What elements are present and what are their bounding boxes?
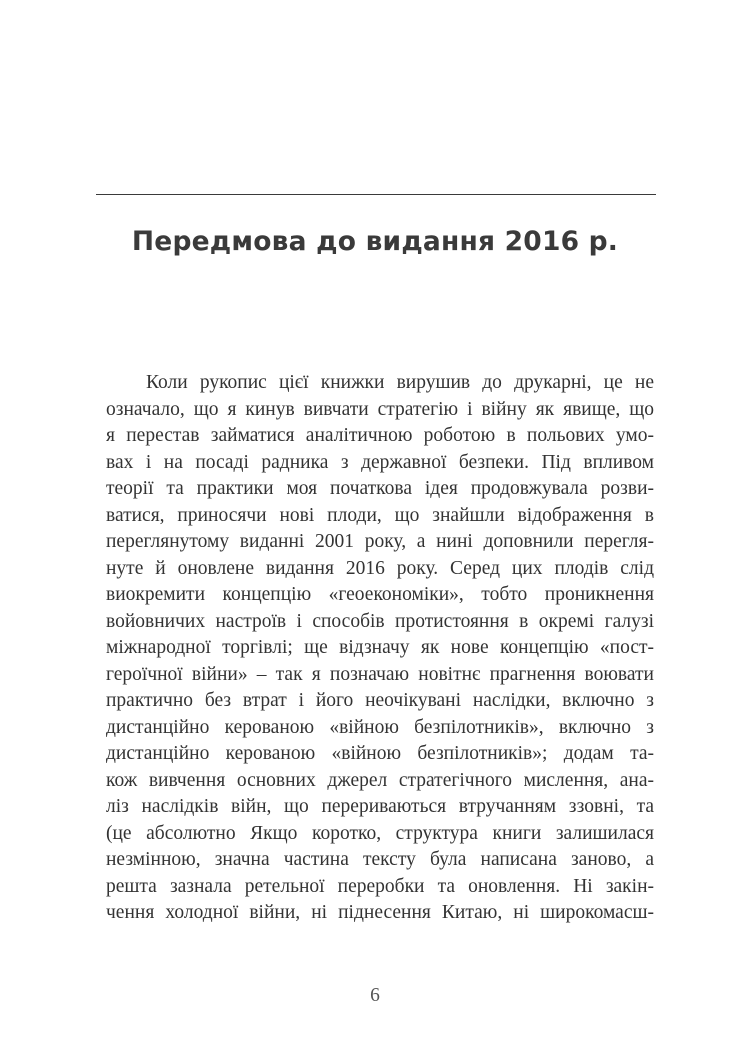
text-line: переглянутому виданні 2001 року, а нині доповнили перегля- xyxy=(106,531,654,552)
text-line: войовничих настроїв і способів протистояння в окремі галузі xyxy=(106,610,654,632)
text-line: я перестав займатися аналітичною роботою в польових умо- xyxy=(106,425,654,446)
text-line: міжнародної торгівлі; ще відзначу як нове концепцію «пост- xyxy=(106,637,654,658)
text-line: ліз наслідків війн, що перериваються втручанням ззовні, та xyxy=(106,796,654,817)
text-line: виокремити концепцію «геоекономіки», тобто проникнення xyxy=(106,584,654,605)
text-line: дистанційно керованою «війною безпілотників», включно з xyxy=(106,716,654,738)
text-line: ватися, приносячи нові плоди, що знайшли відображення в xyxy=(106,504,654,526)
text-line: теорії та практики моя початкова ідея продовжувала розви- xyxy=(106,478,654,499)
text-line: означало, що я кинув вивчати стратегію і війну як явище, що xyxy=(106,398,654,420)
text-line: решта зазнала ретельної переробки та оновлення. Ні закін- xyxy=(106,875,654,897)
text-line: незмінною, значна частина тексту була написана заново, а xyxy=(106,849,654,870)
text-line: кож вивчення основних джерел стратегічного мислення, ана- xyxy=(106,769,654,791)
chapter-heading: Передмова до видання 2016 р. xyxy=(131,226,619,257)
text-line: Коли рукопис цієї книжки вирушив до друкарні, це не xyxy=(146,372,654,393)
header-rule xyxy=(96,194,656,195)
page-number: 6 xyxy=(370,985,380,1006)
text-line: чення холодної війни, ні піднесення Китаю, ні широкомасш- xyxy=(106,902,654,923)
text-line: дистанційно керованою «війною безпілотників»; додам та- xyxy=(106,743,654,764)
text-line: вах і на посаді радника з державної безпеки. Під впливом xyxy=(106,451,654,473)
text-line: (це абсолютно Якщо коротко, структура книги залишилася xyxy=(106,822,654,844)
text-line: практично без втрат і його неочікувані наслідки, включно з xyxy=(106,690,654,711)
body-text xyxy=(106,370,654,927)
text-line: нуте й оновлене видання 2016 року. Серед цих плодів слід xyxy=(106,557,654,579)
text-line: героїчної війни» – так я позначаю новітнє прагнення воювати xyxy=(106,663,654,685)
